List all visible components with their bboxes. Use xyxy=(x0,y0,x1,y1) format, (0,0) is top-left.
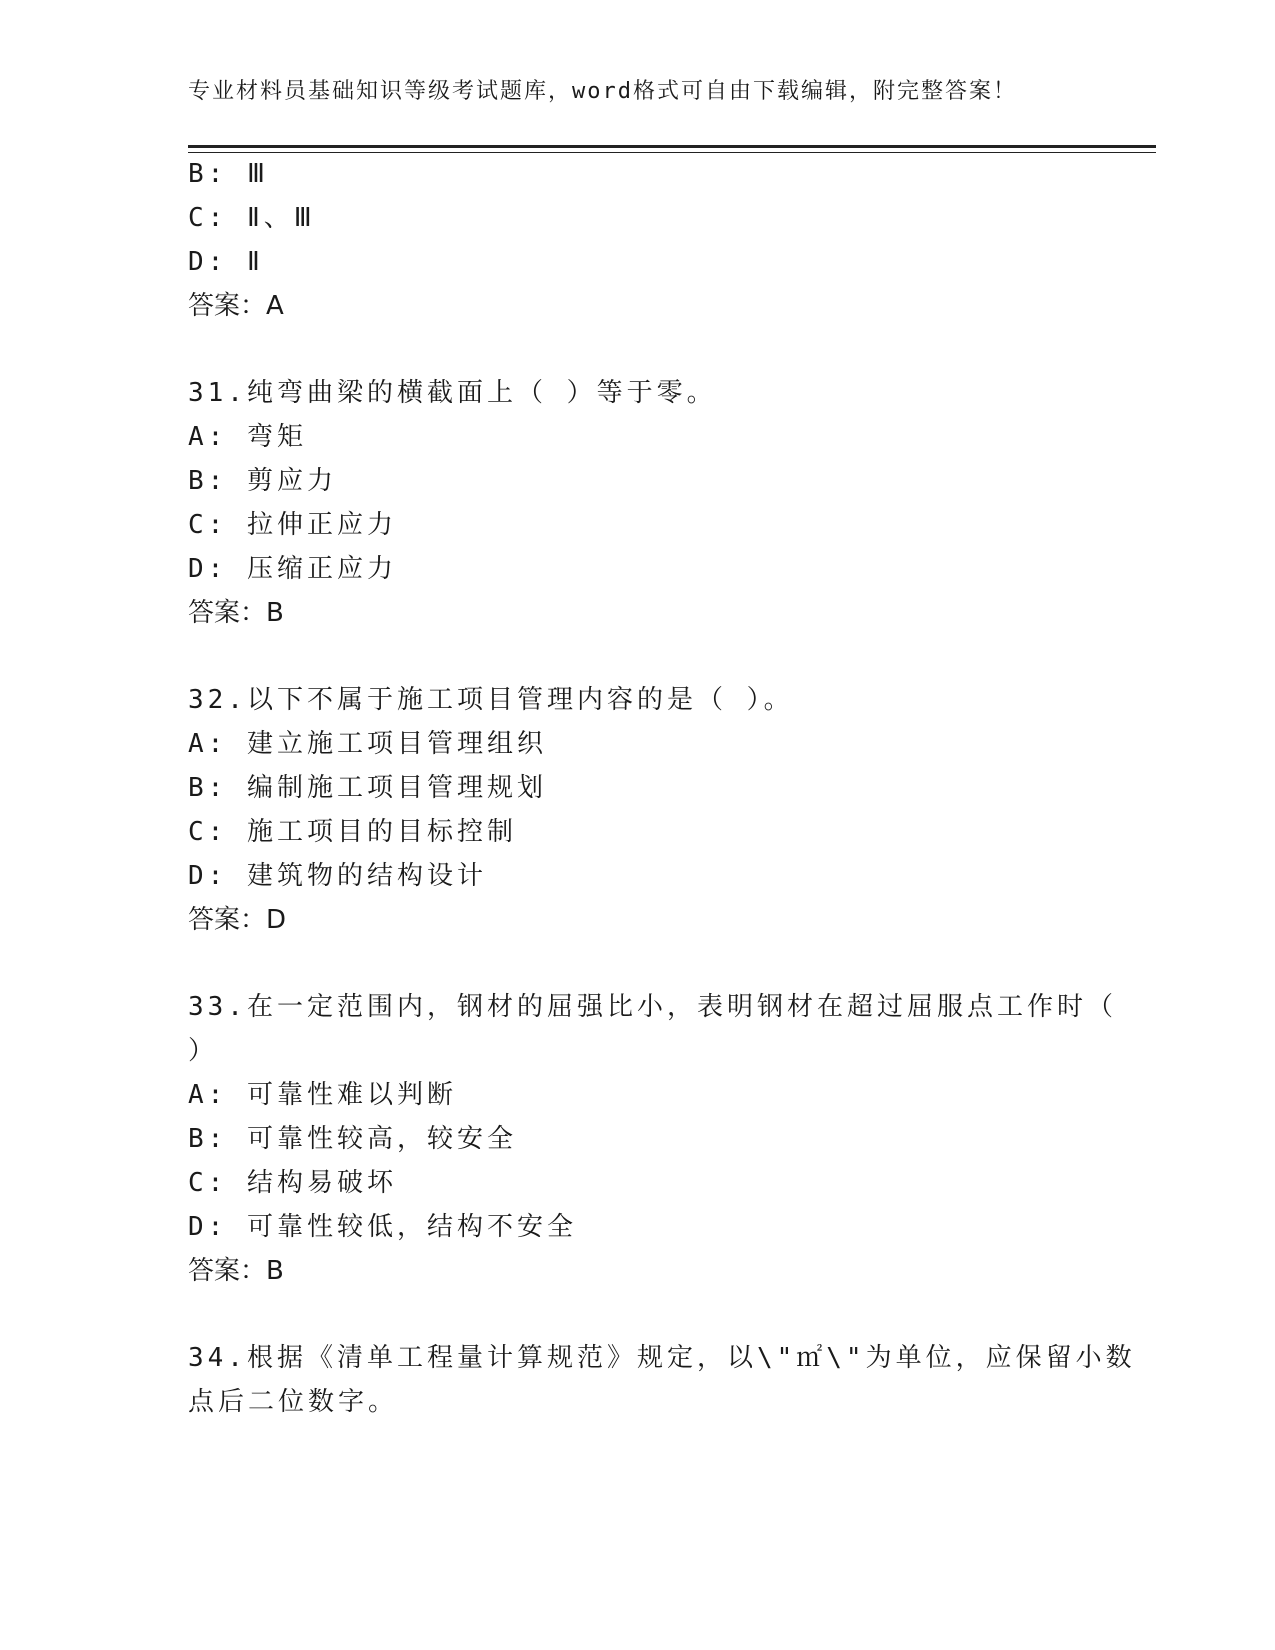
q33-option-a: A: 可靠性难以判断 xyxy=(188,1080,457,1110)
q32-option-a: A: 建立施工项目管理组织 xyxy=(188,729,547,759)
prev-option-b: B: Ⅲ xyxy=(188,159,269,189)
prev-option-c: C: Ⅱ、Ⅲ xyxy=(188,203,316,233)
q32-option-b: B: 编制施工项目管理规划 xyxy=(188,773,547,803)
q33-stem-line2: ） xyxy=(188,1036,219,1066)
q32-option-c: C: 施工项目的目标控制 xyxy=(188,817,517,847)
q33-option-d: D: 可靠性较低，结构不安全 xyxy=(188,1212,577,1242)
page-header-title: 专业材料员基础知识等级考试题库，word格式可自由下载编辑，附完整答案！ xyxy=(188,79,1017,104)
q31-answer: 答案：B xyxy=(188,598,284,628)
q31-option-c: C: 拉伸正应力 xyxy=(188,510,397,540)
q31-option-a: A: 弯矩 xyxy=(188,422,307,452)
q32-option-d: D: 建筑物的结构设计 xyxy=(188,861,487,891)
q31-option-d: D: 压缩正应力 xyxy=(188,554,397,584)
q33-option-b: B: 可靠性较高，较安全 xyxy=(188,1124,517,1154)
q34-stem-line2: 点后二位数字。 xyxy=(188,1387,399,1417)
q33-option-c: C: 结构易破坏 xyxy=(188,1168,397,1198)
header-divider xyxy=(188,145,1156,153)
q33-answer: 答案：B xyxy=(188,1256,284,1286)
q31-stem: 31.纯弯曲梁的横截面上（ ）等于零。 xyxy=(188,378,717,408)
q34-stem-line1: 34.根据《清单工程量计算规范》规定，以\"㎡\"为单位，应保留小数 xyxy=(188,1343,1136,1373)
prev-option-d: D: Ⅱ xyxy=(188,247,264,277)
q32-stem: 32.以下不属于施工项目管理内容的是（ ）。 xyxy=(188,685,794,715)
prev-answer: 答案：A xyxy=(188,291,284,321)
q31-option-b: B: 剪应力 xyxy=(188,466,337,496)
q32-answer: 答案：D xyxy=(188,905,287,935)
q33-stem-line1: 33.在一定范围内，钢材的屈强比小，表明钢材在超过屈服点工作时（ xyxy=(188,992,1117,1022)
